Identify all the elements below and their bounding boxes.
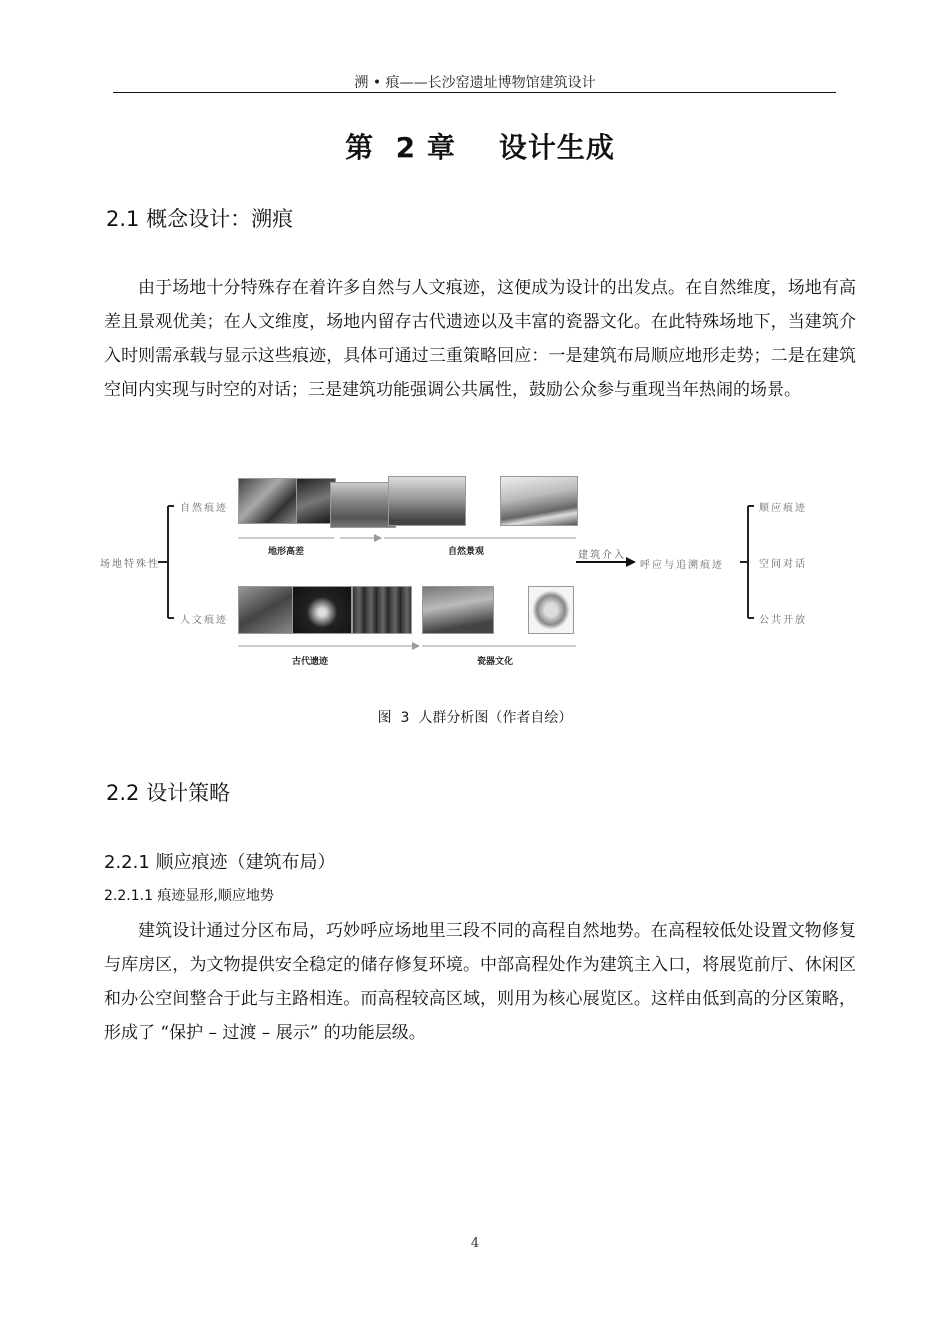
- branch-human-label: 人文痕迹: [180, 615, 228, 626]
- section-2-1-paragraph: 由于场地十分特殊存在着许多自然与人文痕迹，这便成为设计的出发点。在自然维度，场地有高差且景观优美；在人文维度，场地内留存古代遗迹以及丰富的瓷器文化。在此特殊场地下，当建筑介入时则需承载与显示这些痕迹，具体可通过三重策略回应：一是建筑布局顺应地形走势；二是在建筑空间内实现与时空的对话；三是建筑功能强调公共属性，鼓励公众参与重现当年热闹的场景。: [104, 278, 856, 400]
- porcelain-photo-1: [422, 586, 494, 634]
- natural-sub2-label: 自然景观: [448, 547, 485, 557]
- page-number: 4: [470, 1236, 480, 1251]
- landscape-photo-2: [388, 476, 466, 526]
- header-rule: [113, 92, 836, 93]
- center-label: 呼应与追溯痕迹: [640, 560, 724, 571]
- root-label: 场地特殊性: [100, 559, 160, 570]
- outcome-3: 公共开放: [759, 615, 807, 626]
- human-sub1-label: 古代遗迹: [292, 657, 329, 667]
- natural-sub1-label: 地形高差: [268, 547, 305, 557]
- outcome-2: 空间对话: [759, 559, 807, 570]
- section-2-2-1-1-paragraph: 建筑设计通过分区布局，巧妙呼应场地里三段不同的高程自然地势。在高程较低处设置文物修复与库房区，为文物提供安全稳定的储存修复环境。中部高程处作为建筑主入口，将展览前厅、休闲区和办公空间整合于此与主路相连。而高程较高区域，则用为核心展览区。这样由低到高的分区策略，形成了 “保护 – 过渡 – 展示” 的功能层级。: [104, 921, 856, 1043]
- landscape-photo-1: [330, 482, 396, 528]
- chapter-title: 第 2 章 设计生成: [345, 131, 615, 164]
- figure-caption: 图 3 人群分析图（作者自绘）: [377, 710, 573, 726]
- arrow-label: 建筑介入: [578, 550, 626, 561]
- ruins-photo-3: [352, 586, 412, 634]
- section-heading-2-2: 2.2 设计策略: [106, 781, 231, 805]
- section-heading-2-1: 2.1 概念设计：溯痕: [106, 207, 294, 231]
- branch-natural-label: 自然痕迹: [180, 503, 228, 514]
- section-heading-2-2-1: 2.2.1 顺应痕迹（建筑布局）: [104, 852, 336, 873]
- ruins-photo-1: [238, 586, 294, 634]
- human-sub2-label: 瓷器文化: [477, 657, 514, 667]
- landscape-photo-3: [500, 476, 578, 526]
- running-header: 溯 • 痕——长沙窑遗址博物馆建筑设计: [354, 75, 596, 91]
- terrain-photo-1: [238, 478, 298, 524]
- ruins-photo-2: [292, 586, 352, 634]
- analysis-figure: [96, 468, 856, 673]
- outcome-1: 顺应痕迹: [759, 503, 807, 514]
- porcelain-vase-photo: [528, 586, 574, 634]
- section-heading-2-2-1-1: 2.2.1.1 痕迹显形,顺应地势: [104, 888, 274, 904]
